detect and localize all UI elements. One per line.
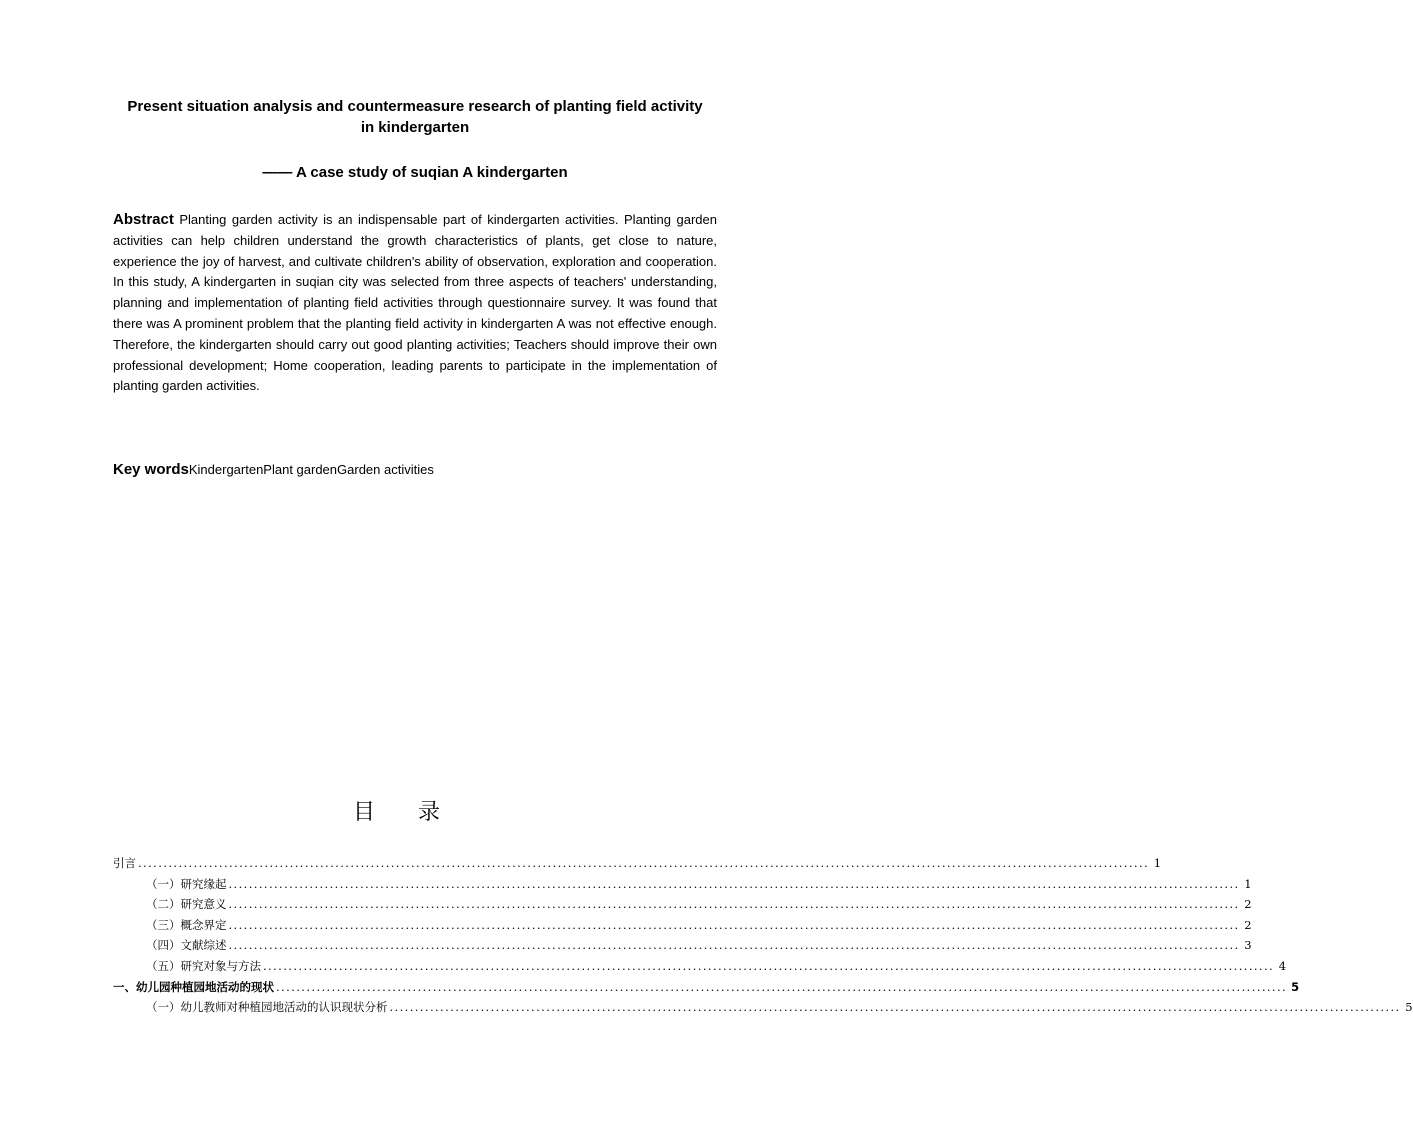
toc-entry[interactable] xyxy=(113,894,1252,915)
toc-entry-text: （一）幼儿教师对种植园地活动的认识现状分析 xyxy=(146,1000,388,1015)
document-subtitle: —— A case study of suqian A kindergarten xyxy=(262,164,568,181)
toc-entry[interactable] xyxy=(113,956,1287,977)
toc-entry-page: 2 xyxy=(1244,917,1252,932)
toc-entry-text: （四）文献综述 xyxy=(146,938,227,953)
toc-entry-text: 一、幼儿园种植园地活动的现状 xyxy=(113,979,274,994)
toc-entry-text: 引言 xyxy=(113,856,136,870)
toc-title: 目 录 xyxy=(353,800,458,825)
keywords-line xyxy=(113,460,717,480)
toc-entry-page: 4 xyxy=(1278,958,1287,973)
toc-entry-page: 3 xyxy=(1244,938,1252,953)
toc-entry[interactable] xyxy=(113,874,1252,895)
toc-entry-page: 5 xyxy=(1405,1000,1413,1015)
keywords-text: KindergartenPlant gardenGarden activities xyxy=(188,462,434,477)
keywords-label: Key words xyxy=(113,461,189,478)
toc-leader-dots: ........................................................................................................................................................................................................ xyxy=(228,938,1240,953)
toc-leader-dots: ........................................................................................................................................................................................................ xyxy=(138,856,1150,870)
document-title: Present situation analysis and countermeasure research of planting field activity in kindergarten xyxy=(127,98,703,136)
toc-entry-page: 1 xyxy=(1153,856,1162,870)
toc-entry-page: 5 xyxy=(1291,979,1300,994)
table-of-contents xyxy=(113,853,1413,1018)
toc-entry[interactable] xyxy=(113,915,1252,936)
toc-leader-dots: ........................................................................................................................................................................................................ xyxy=(263,958,1275,973)
toc-entry-text: （二）研究意义 xyxy=(146,897,227,912)
toc-leader-dots: ........................................................................................................................................................................................................ xyxy=(228,917,1240,932)
toc-entry[interactable] xyxy=(113,997,1413,1018)
toc-entry[interactable] xyxy=(113,977,1300,998)
toc-entry[interactable] xyxy=(113,853,1162,874)
toc-leader-dots: ........................................................................................................................................................................................................ xyxy=(228,876,1240,891)
toc-leader-dots: ........................................................................................................................................................................................................ xyxy=(228,897,1240,912)
abstract-paragraph xyxy=(113,210,717,397)
toc-entry[interactable] xyxy=(113,935,1252,956)
toc-leader-dots: ........................................................................................................................................................................................................ xyxy=(389,1000,1401,1015)
toc-leader-dots: ........................................................................................................................................................................................................ xyxy=(276,979,1288,994)
toc-entry-text: （一）研究缘起 xyxy=(146,876,227,891)
toc-entry-text: （三）概念界定 xyxy=(146,917,227,932)
toc-entry-page: 1 xyxy=(1244,876,1252,891)
toc-entry-page: 2 xyxy=(1244,897,1252,912)
abstract-label: Abstract xyxy=(113,211,174,228)
toc-entry-text: （五）研究对象与方法 xyxy=(146,958,261,973)
abstract-text: Planting garden activity is an indispensable part of kindergarten activities. Planting garden activities can help children understand the growth characteristics of plants, get close to nature, experience the joy of harvest, and cultivate children's ability of observation, exploration and cooperation. In this study, A kindergarten in suqian city was selected from three aspects of teachers' understanding, planning and implementation of planting field activities through questionnaire survey. It was found that there was A prominent problem that the planting field activity in kindergarten A was not effective enough. Therefore, the kindergarten should carry out good planting activities; Teachers should improve their own professional development; Home cooperation, leading parents to participate in the implementation of planting garden activities. xyxy=(113,212,717,394)
